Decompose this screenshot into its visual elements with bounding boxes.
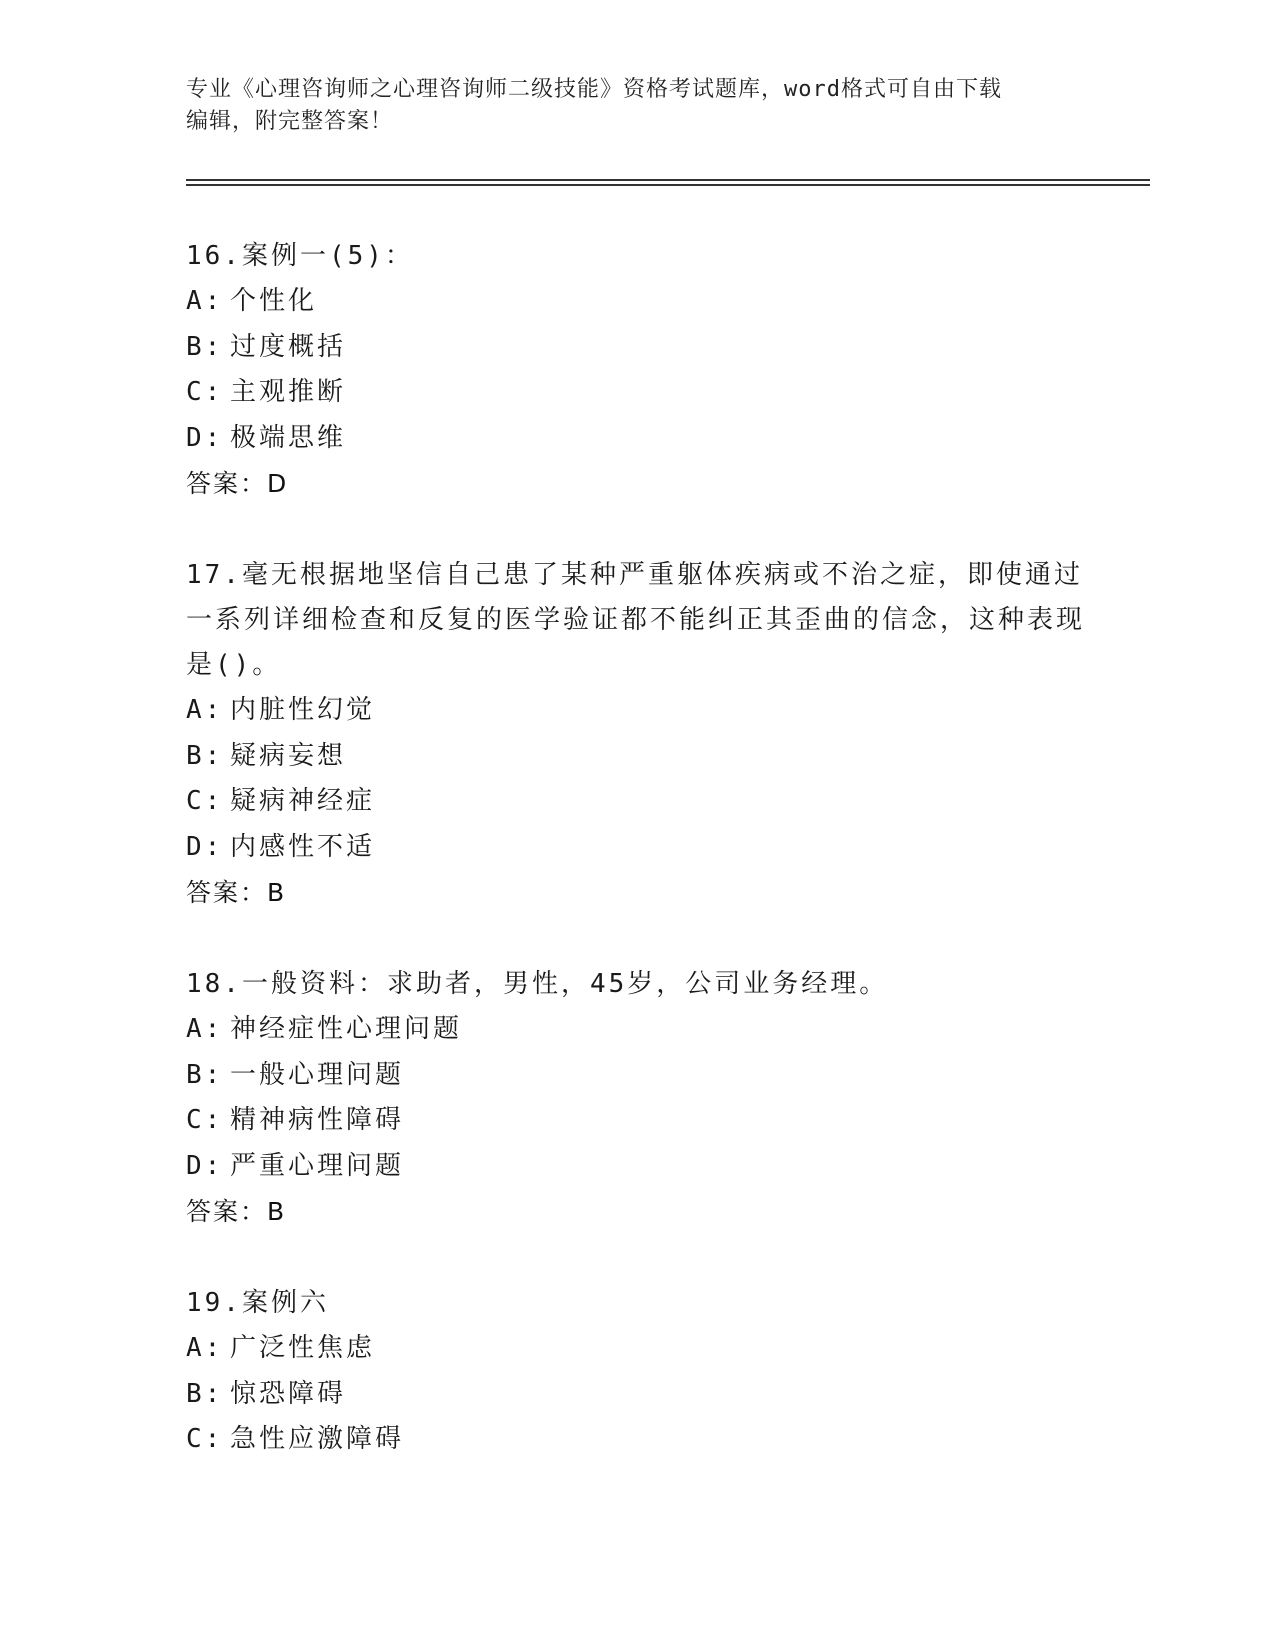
option-text: 极端思维 <box>230 422 347 453</box>
option-c <box>186 370 1086 416</box>
option-letter: A: <box>186 1333 224 1363</box>
question-list <box>186 234 1086 1509</box>
option-text: 内脏性幻觉 <box>230 695 376 725</box>
option-text: 惊恐障碍 <box>230 1378 347 1409</box>
option-letter: C: <box>186 786 224 816</box>
option-b <box>186 1372 1086 1418</box>
option-d <box>186 1144 1086 1190</box>
option-letter: A: <box>186 286 224 316</box>
option-text: 急性应激障碍 <box>230 1424 405 1454</box>
option-c <box>186 1098 1086 1144</box>
option-letter: B: <box>186 1059 224 1090</box>
question-18 <box>186 962 1086 1235</box>
answer-line: 答案：B <box>186 878 287 907</box>
document-header <box>186 74 1076 138</box>
option-text: 疑病妄想 <box>230 740 347 771</box>
option-b <box>186 734 1086 780</box>
option-c <box>186 779 1086 825</box>
option-letter: D: <box>186 422 224 453</box>
header-line-1: 专业《心理咨询师之心理咨询师二级技能》资格考试题库，word格式可自由下载 <box>186 77 1002 102</box>
question-16 <box>186 234 1086 507</box>
option-b <box>186 325 1086 371</box>
option-text: 神经症性心理问题 <box>230 1014 463 1044</box>
option-letter: C: <box>186 377 224 407</box>
question-stem: 18.一般资料：求助者，男性，45岁，公司业务经理。 <box>186 969 889 999</box>
option-letter: A: <box>186 1014 224 1044</box>
question-stem: 17.毫无根据地坚信自己患了某种严重躯体疾病或不治之症，即使通过一系列详细检查和反复的医学验证都不能纠正其歪曲的信念，这种表现是()。 <box>186 560 1086 680</box>
option-text: 严重心理问题 <box>230 1150 405 1181</box>
option-b <box>186 1053 1086 1099</box>
question-stem: 16.案例一(5)： <box>186 241 414 271</box>
option-letter: B: <box>186 1378 224 1409</box>
option-text: 一般心理问题 <box>230 1059 405 1090</box>
option-text: 个性化 <box>230 286 318 316</box>
option-text: 主观推断 <box>230 377 347 407</box>
option-text: 疑病神经症 <box>230 786 376 816</box>
header-divider-top <box>186 179 1150 181</box>
option-letter: D: <box>186 1150 224 1181</box>
answer-line: 答案：B <box>186 1197 287 1226</box>
option-text: 精神病性障碍 <box>230 1105 405 1135</box>
answer-line: 答案：D <box>186 469 289 498</box>
option-letter: D: <box>186 831 224 862</box>
option-letter: B: <box>186 331 224 362</box>
option-a <box>186 1326 1086 1372</box>
option-d <box>186 825 1086 871</box>
header-divider-bottom <box>186 184 1150 186</box>
option-letter: C: <box>186 1105 224 1135</box>
option-c <box>186 1417 1086 1463</box>
option-text: 过度概括 <box>230 331 347 362</box>
option-letter: A: <box>186 695 224 725</box>
option-letter: C: <box>186 1424 224 1454</box>
question-19 <box>186 1281 1086 1463</box>
option-letter: B: <box>186 740 224 771</box>
option-a <box>186 1007 1086 1053</box>
option-text: 内感性不适 <box>230 831 376 862</box>
option-text: 广泛性焦虑 <box>230 1333 376 1363</box>
option-a <box>186 688 1086 734</box>
option-d <box>186 416 1086 462</box>
question-stem: 19.案例六 <box>186 1288 329 1318</box>
header-line-2: 编辑，附完整答案！ <box>186 109 394 134</box>
option-a <box>186 279 1086 325</box>
question-17 <box>186 553 1086 916</box>
